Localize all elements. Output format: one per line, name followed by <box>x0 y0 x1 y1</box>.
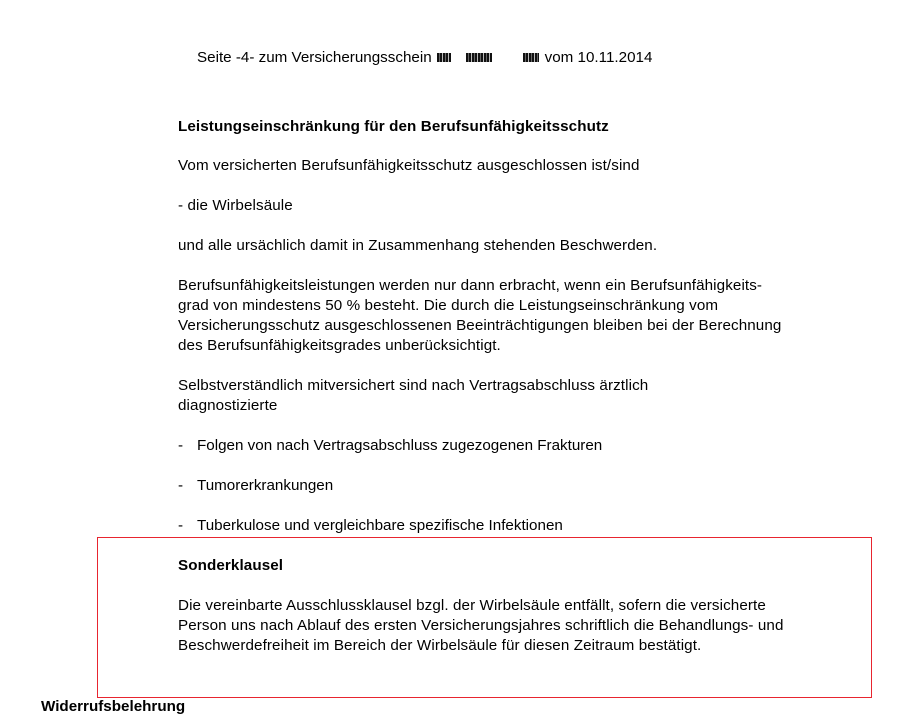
redacted-policy-number <box>523 53 539 62</box>
excluded-item: - die Wirbelsäule <box>178 197 293 214</box>
special-clause-line: Beschwerdefreiheit im Bereich der Wirbelsäule für diesen Zeitraum bestätigt. <box>178 637 702 654</box>
coinsured-line: diagnostizierte <box>178 397 278 414</box>
header-prefix: Seite -4- zum Versicherungsschein <box>197 49 432 66</box>
bullet-item: Folgen von nach Vertragsabschluss zugezogenen Frakturen <box>197 437 603 454</box>
header-suffix: vom 10.11.2014 <box>544 49 653 66</box>
coinsured-line: Selbstverständlich mitversichert sind nach Vertragsabschluss ärztlich <box>178 377 649 394</box>
withdrawal-notice-heading: Widerrufsbelehrung <box>41 698 186 715</box>
paragraph-line: des Berufsunfähigkeitsgrades unberücksichtigt. <box>178 337 501 354</box>
special-clause-line: Person uns nach Ablauf des ersten Versicherungsjahres schriftlich die Behandlungs- und <box>178 617 784 634</box>
bullet-marker: - <box>178 437 184 454</box>
restriction-intro: Vom versicherten Berufsunfähigkeitsschutz ausgeschlossen ist/sind <box>178 157 640 174</box>
special-clause-heading: Sonderklausel <box>178 557 284 574</box>
paragraph-line: Versicherungsschutz ausgeschlossenen Beeinträchtigungen bleiben bei der Berechnung <box>178 317 782 334</box>
bullet-marker: - <box>178 517 184 534</box>
bullet-item: Tumorerkrankungen <box>197 477 334 494</box>
paragraph-line: grad von mindestens 50 % besteht. Die durch die Leistungseinschränkung vom <box>178 297 719 314</box>
redacted-policy-number <box>437 53 451 62</box>
bullet-marker: - <box>178 477 184 494</box>
redacted-policy-number <box>466 53 492 62</box>
paragraph-line: Berufsunfähigkeitsleistungen werden nur dann erbracht, wenn ein Berufsunfähigkeits- <box>178 277 763 294</box>
page-header <box>197 48 652 68</box>
special-clause-line: Die vereinbarte Ausschlussklausel bzgl. der Wirbelsäule entfällt, sofern die versicherte <box>178 597 766 614</box>
restriction-heading: Leistungseinschränkung für den Berufsunfähigkeitsschutz <box>178 118 609 135</box>
bullet-item: Tuberkulose und vergleichbare spezifische Infektionen <box>197 517 563 534</box>
related-complaints: und alle ursächlich damit in Zusammenhang stehenden Beschwerden. <box>178 237 658 254</box>
